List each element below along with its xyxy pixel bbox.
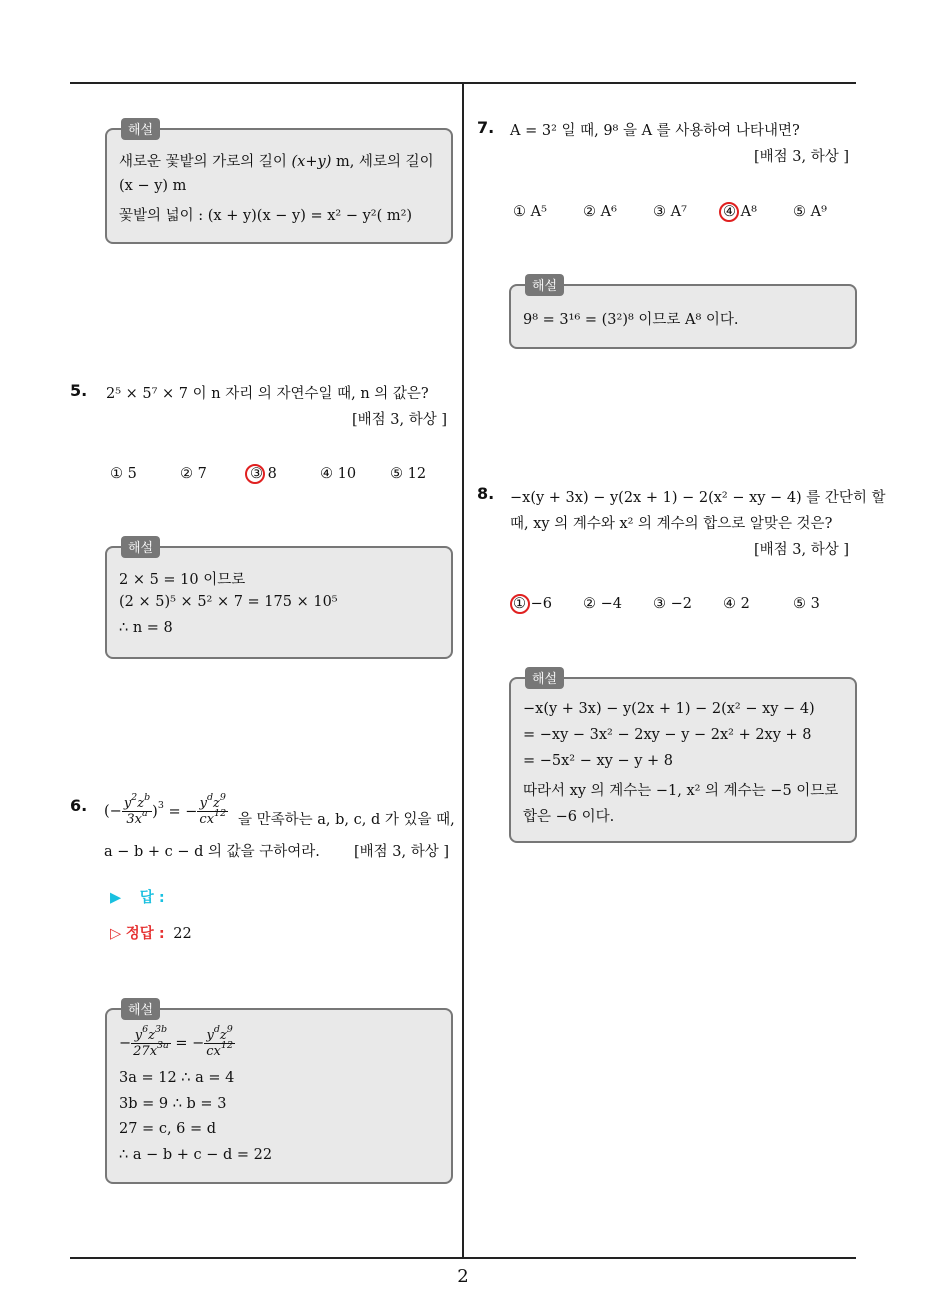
q5-choice-1[interactable]: ① 5 [110,466,137,482]
play-icon: ▶ [110,890,122,906]
q6-solution-fraction: − $\frac{y^6z^{3b}}{27x^{3a}}$ = − $\frac{y^dz^9}{cx^{12}}$ [119,1023,233,1059]
q4-solution-line2: (x − y) m [119,178,187,194]
bottom-rule [70,1257,856,1259]
q8-choice-3[interactable]: ③ −2 [653,596,692,612]
triangle-outline-icon: ▷ [110,926,122,942]
correct-answer-label: 정답 : [125,926,165,942]
q5-choice-5[interactable]: ⑤ 12 [390,466,427,482]
q8-solution-line1: −x(y + 3x) − y(2x + 1) − 2(x² − xy − 4) [523,701,815,717]
q8-choice-1[interactable]: ① −6 [513,596,552,612]
solution-tag: 해설 [121,536,160,558]
q4-sol-math: (x+y) [291,154,332,170]
correct-answer-row [110,922,192,943]
q7-solution-box [509,279,857,349]
q8-solution-line5: 합은 −6 이다. [523,809,615,825]
q8-choice-2[interactable]: ② −4 [583,596,622,612]
q6-solution-line4: ∴ a − b + c − d = 22 [119,1147,273,1163]
q7-score: [배점 3, 하상 ] [754,149,850,165]
q8-stem-line2: 때, xy 의 계수와 x² 의 계수의 합으로 알맞은 것은? [510,516,833,532]
q5-score: [배점 3, 하상 ] [352,412,448,428]
solution-tag: 해설 [121,998,160,1020]
q4-sol-text: 새로운 꽃밭의 가로의 길이 [119,154,292,170]
q5-solution-line3: ∴ n = 8 [119,620,173,636]
q8-solution-line3: = −5x² − xy − y + 8 [523,753,674,769]
q5-solution-line1: 2 × 5 = 10 이므로 [119,572,246,588]
q5-stem [106,382,429,403]
q8-solution-box [509,672,857,843]
q4-sol-text2: m, 세로의 길이 [331,154,434,170]
q4-solution-line3 [119,204,412,225]
q6-solution-line2: 3b = 9 ∴ b = 3 [119,1096,227,1112]
q5-solution-box [105,541,453,659]
q7-stem: A = 3² 일 때, 9⁸ 을 A 를 사용하여 나타내면? [510,123,800,139]
correct-answer-value: 22 [173,926,192,942]
q5-answer-mark [245,464,265,484]
q5-choice-4[interactable]: ④ 10 [320,466,357,482]
q6-solution-line1: 3a = 12 ∴ a = 4 [119,1070,235,1086]
answer-row [110,886,165,907]
solution-tag: 해설 [121,118,160,140]
answer-label: 답 : [139,890,165,906]
q4-sol-formula: (x + y)(x − y) = x² − y²( m²) [207,208,413,224]
q5-solution-line2: (2 × 5)⁵ × 5² × 7 = 175 × 10⁵ [119,594,338,610]
q8-solution-line4: 따라서 xy 의 계수는 −1, x² 의 계수는 −5 이므로 [523,783,839,799]
q8-solution-line2: = −xy − 3x² − 2xy − y − 2x² + 2xy + 8 [523,727,812,743]
page-number: 2 [457,1266,469,1287]
q8-choice-4[interactable]: ④ 2 [723,596,750,612]
solution-tag: 해설 [525,667,564,689]
q8-number: 8. [477,484,495,503]
q5-choice-3[interactable]: ③ 8 [250,466,277,482]
q4-sol-label: 꽃밭의 넓이 : [119,208,208,224]
q6-solution-line3: 27 = c, 6 = d [119,1121,217,1137]
q8-answer-mark [510,594,530,614]
q4-solution-box [105,123,453,244]
q7-choice-2[interactable]: ② A⁶ [583,204,617,220]
q6-score: [배점 3, 하상 ] [354,844,450,860]
q7-choice-5[interactable]: ⑤ A⁹ [793,204,827,220]
q6-stem-text: 을 만족하는 a, b, c, d 가 있을 때, [238,812,455,828]
q5-stem-math: 2⁵ × 5⁷ × 7 [106,386,189,402]
q7-number: 7. [477,118,495,137]
q6-stem-line2: a − b + c − d 의 값을 구하여라. [104,844,320,860]
q8-stem-line1: −x(y + 3x) − y(2x + 1) − 2(x² − xy − 4) 를 간단히 할 [510,490,886,506]
q8-score: [배점 3, 하상 ] [754,542,850,558]
q6-solution-box [105,1003,453,1184]
column-divider [462,82,464,1258]
q6-number: 6. [70,796,88,815]
q5-number: 5. [70,381,88,400]
q7-choice-4[interactable]: ④ A⁸ [723,204,757,220]
q6-equation: (− $\frac{y^2z^b}{3x^a}$ )$^3$ = − $\frac{y^dz^9}{cx^{12}}$ [104,791,227,827]
q5-stem-text: 이 n 자리 의 자연수일 때, n 의 값은? [188,386,429,402]
solution-tag: 해설 [525,274,564,296]
q5-choice-2[interactable]: ② 7 [180,466,207,482]
q7-choice-3[interactable]: ③ A⁷ [653,204,687,220]
q8-choice-5[interactable]: ⑤ 3 [793,596,820,612]
q7-answer-mark [719,202,739,222]
q4-solution-line1 [119,150,434,171]
q7-choice-1[interactable]: ① A⁵ [513,204,547,220]
q7-solution-line1: 9⁸ = 3¹⁶ = (3²)⁸ 이므로 A⁸ 이다. [523,312,739,328]
